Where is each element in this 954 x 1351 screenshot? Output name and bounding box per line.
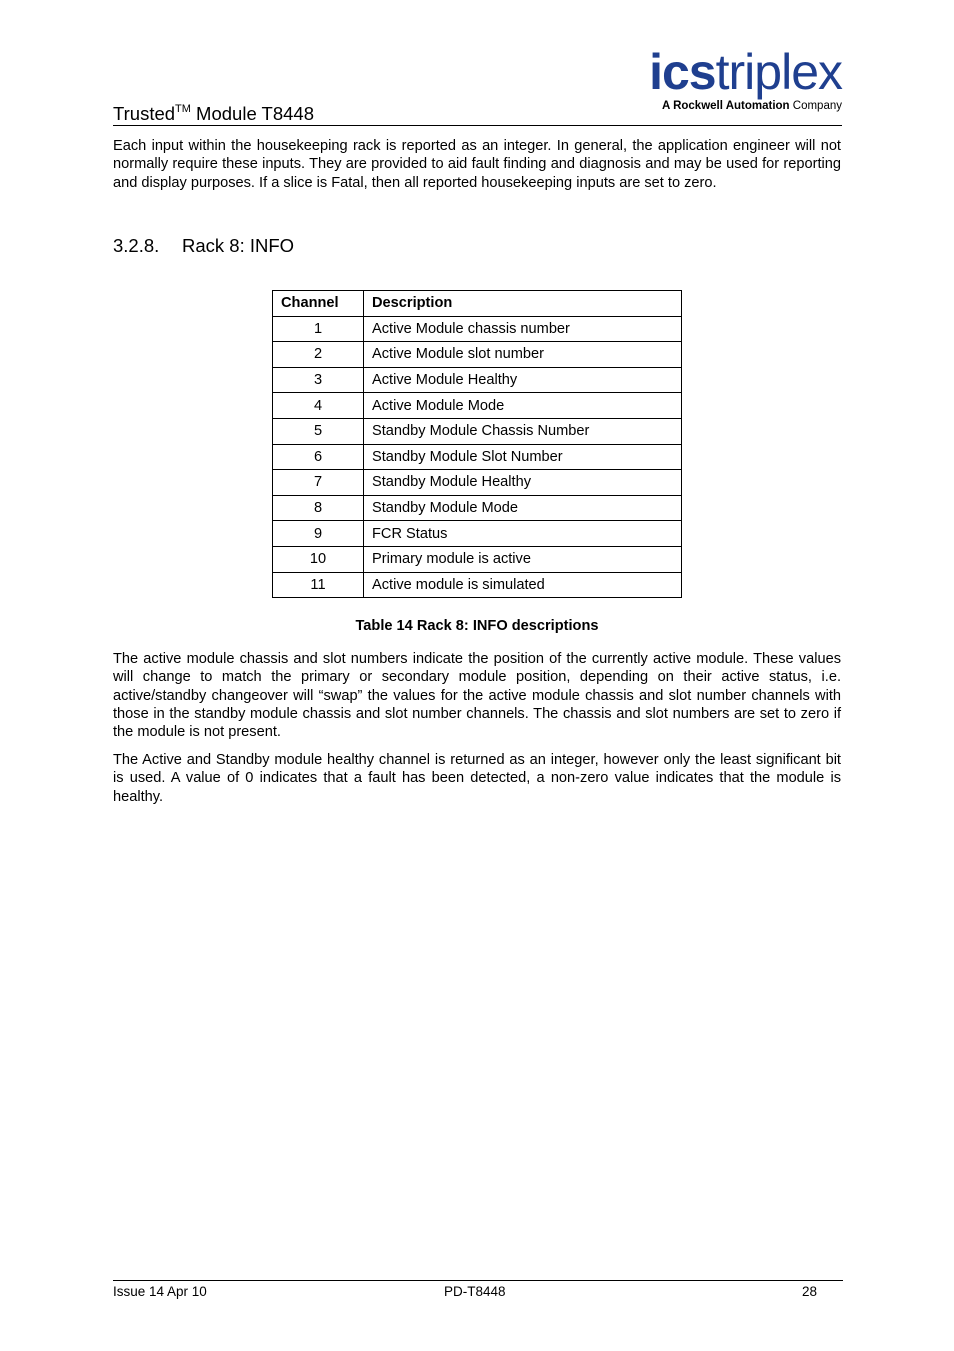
- channel-cell: 3: [273, 367, 364, 393]
- logo-triplex: triplex: [715, 44, 842, 100]
- table-row: [273, 470, 682, 496]
- description-cell: Active Module chassis number: [364, 316, 682, 342]
- description-cell: Active Module Mode: [364, 393, 682, 419]
- page-header: [113, 44, 842, 126]
- table-row: [273, 495, 682, 521]
- title-rest: Module T8448: [190, 103, 314, 125]
- document-title: [113, 99, 314, 125]
- description-cell: Standby Module Slot Number: [364, 444, 682, 470]
- header-divider: [113, 125, 842, 126]
- description-cell: Primary module is active: [364, 546, 682, 572]
- table-row: [273, 367, 682, 393]
- section-number: 3.2.8.: [113, 235, 160, 256]
- table-row: [273, 572, 682, 598]
- logo-wordmark: [610, 46, 842, 98]
- description-cell: FCR Status: [364, 521, 682, 547]
- ics-triplex-logo: [610, 46, 842, 113]
- channel-cell: 6: [273, 444, 364, 470]
- table-row: [273, 444, 682, 470]
- channel-cell: 5: [273, 418, 364, 444]
- channel-cell: 10: [273, 546, 364, 572]
- table-row: [273, 342, 682, 368]
- footer-divider: [113, 1280, 843, 1281]
- logo-ics: ics: [649, 44, 716, 100]
- logo-tag-company: Company: [789, 100, 842, 112]
- description-cell: Active Module slot number: [364, 342, 682, 368]
- table-row: [273, 546, 682, 572]
- section-title: Rack 8: INFO: [182, 235, 295, 256]
- footer-issue: Issue 14 Apr 10: [113, 1284, 207, 1299]
- section-heading: [113, 235, 294, 257]
- description-cell: Standby Module Mode: [364, 495, 682, 521]
- channel-cell: 7: [273, 470, 364, 496]
- table-row: [273, 418, 682, 444]
- description-cell: Active module is simulated: [364, 572, 682, 598]
- trademark-sup: TM: [175, 103, 191, 115]
- footer-doc-id: PD-T8448: [444, 1284, 506, 1299]
- title-text: Trusted: [113, 103, 176, 125]
- logo-tag-a: A: [662, 100, 674, 112]
- table-caption: Table 14 Rack 8: INFO descriptions: [355, 618, 599, 634]
- table-row: [273, 393, 682, 419]
- table-header-row: [273, 291, 682, 317]
- intro-paragraph: Each input within the housekeeping rack is reported as an integer. In general, the application engineer will not normally require these inputs. They are provided to aid fault finding and diagnosis and may be used for reporting and display purposes. If a slice is Fatal, then all reported housekeeping inputs are set to zero.: [113, 138, 841, 191]
- channel-cell: 9: [273, 521, 364, 547]
- logo-tagline: [610, 99, 842, 113]
- channel-cell: 2: [273, 342, 364, 368]
- info-channel-table: [272, 290, 682, 598]
- footer-page-number: 28: [802, 1284, 818, 1299]
- channel-cell: 8: [273, 495, 364, 521]
- description-cell: Active Module Healthy: [364, 367, 682, 393]
- channel-cell: 1: [273, 316, 364, 342]
- channel-cell: 11: [273, 572, 364, 598]
- description-cell: Standby Module Chassis Number: [364, 418, 682, 444]
- column-header-channel: Channel: [273, 291, 364, 317]
- description-cell: Standby Module Healthy: [364, 470, 682, 496]
- logo-tag-brand: Rockwell Automation: [673, 100, 790, 112]
- channel-cell: 4: [273, 393, 364, 419]
- body-paragraph-healthy: The Active and Standby module healthy channel is returned as an integer, however only the least significant bit is used. A value of 0 indicates that a fault has been detected, a non-zero value indicates that the module is healthy.: [113, 752, 841, 805]
- body-paragraph-chassis-slot: The active module chassis and slot numbers indicate the position of the currently active module. These values will change to match the primary or secondary module position, depending on their active status, i.e. active/standby changeover will “swap” the values for the active module chassis and slot number channels with those in the standby module chassis and slot number channels. The chassis and slot numbers are set to zero if the module is not present.: [113, 651, 841, 741]
- column-header-description: Description: [364, 291, 682, 317]
- table-row: [273, 316, 682, 342]
- table-row: [273, 521, 682, 547]
